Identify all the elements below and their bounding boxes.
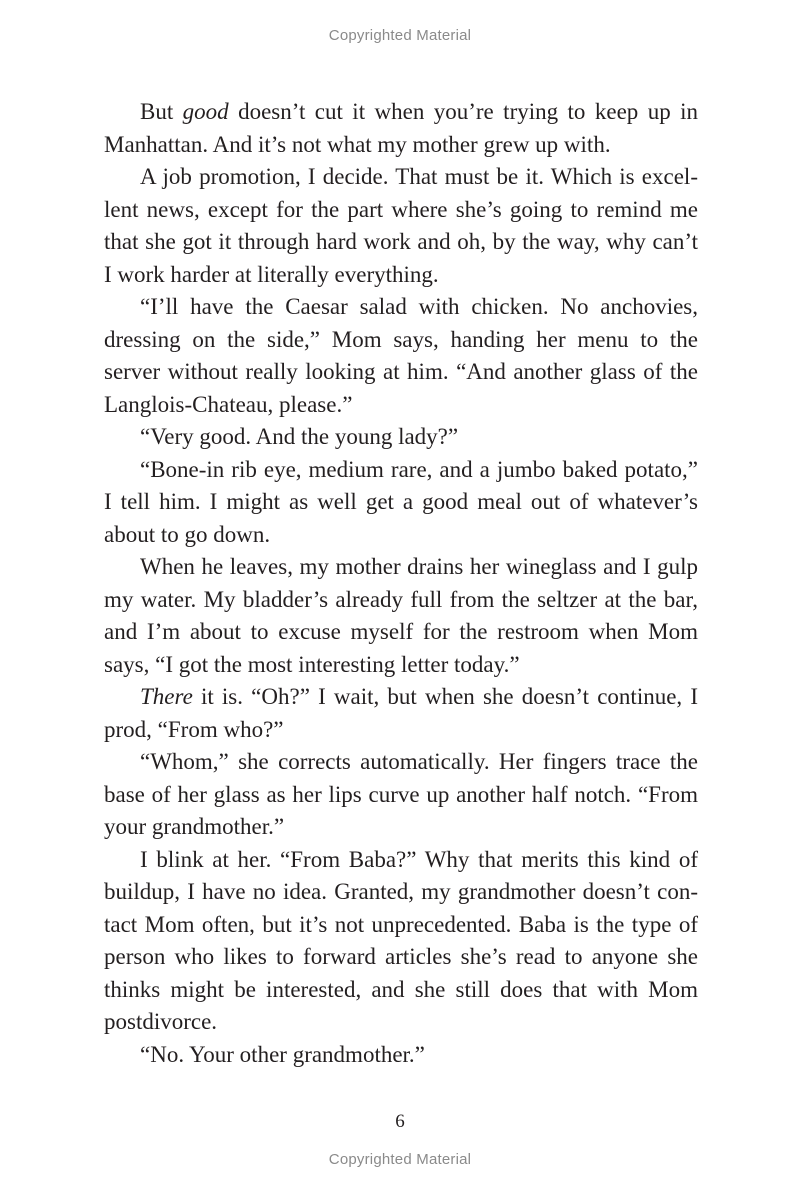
body-text	[104, 96, 698, 1071]
paragraph: “No. Your other grandmother.”	[140, 1041, 425, 1067]
paragraph: There it is. “Oh?” I wait, but when she doesn’t continue, I prod, “From who?”	[104, 684, 698, 742]
emphasis: good	[182, 99, 229, 124]
paragraph: A job promotion, I decide. That must be it. Which is excellent news, except for the part where she’s going to remind me that she got it through hard work and oh, by the way, why can’t I work harder at literally everything.	[104, 164, 698, 287]
watermark-bottom: Copyrighted Material	[328, 1151, 472, 1168]
paragraph: “Whom,” she corrects automatically. Her fingers trace the base of her glass as her lips curve up another half notch. “From your grandmother.”	[104, 749, 698, 839]
paragraph: But good doesn’t cut it when you’re trying to keep up in Manhattan. And it’s not what my mother grew up with.	[104, 99, 699, 157]
paragraph: I blink at her. “From Baba?” Why that merits this kind of buildup, I have no idea. Granted, my grandmother doesn’t contact Mom often, but it’s not unprecedented. Baba is the type of person who likes to forward articles she’s read to anyone she thinks might be interested, and she still does that with Mom postdivorce.	[104, 846, 698, 1034]
paragraph: “I’ll have the Caesar salad with chicken. No anchovies, dressing on the side,” Mom says, handing her menu to the server without really looking at him. “And another glass of the Langlois-Chateau, please.”	[104, 294, 698, 417]
watermark-top: Copyrighted Material	[328, 27, 472, 44]
page-number: 6	[395, 1111, 405, 1132]
paragraph: “Bone-in rib eye, medium rare, and a jumbo baked potato,” I tell him. I might as well get a good meal out of whatever’s about to go down.	[104, 456, 698, 547]
paragraph: When he leaves, my mother drains her wineglass and I gulp my water. My bladder’s already full from the seltzer at the bar, and I’m about to excuse myself for the restroom when Mom says, “I got the most interesting letter today.”	[104, 554, 698, 677]
paragraph: “Very good. And the young lady?”	[140, 424, 459, 449]
emphasis: There	[140, 684, 193, 709]
